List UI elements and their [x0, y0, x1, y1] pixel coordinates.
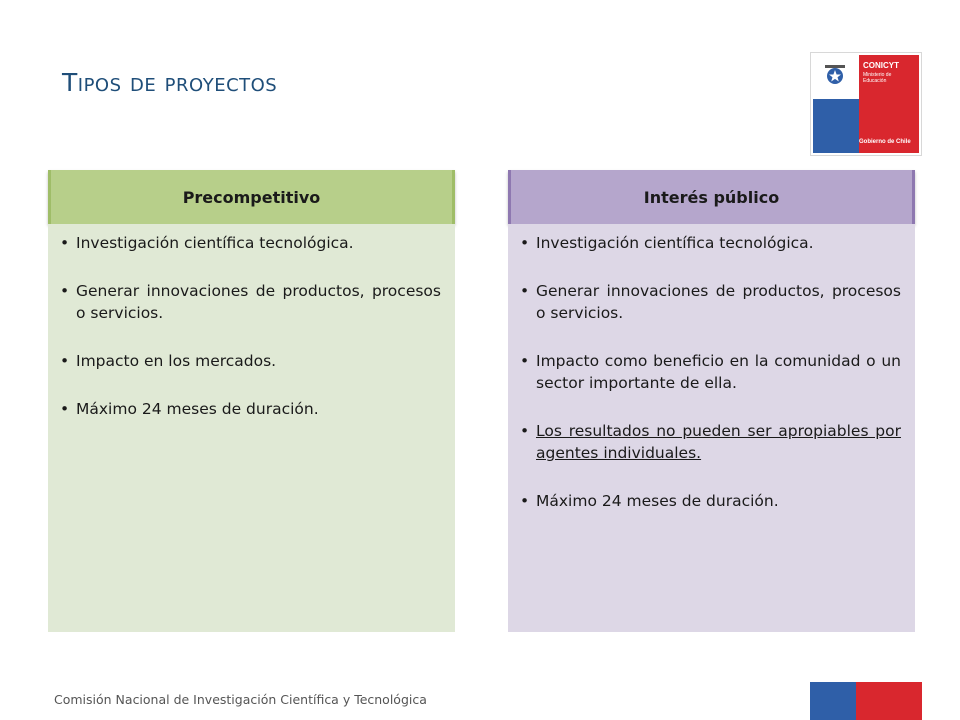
list-item: • Generar innovaciones de productos, procesos o servicios.	[60, 280, 441, 324]
list-item	[520, 420, 901, 464]
card-header: Interés público	[508, 170, 915, 224]
list-item: • Generar innovaciones de productos, procesos o servicios.	[520, 280, 901, 324]
card-header: Precompetitivo	[48, 170, 455, 224]
card-interes-publico	[508, 170, 915, 632]
list-item: • Impacto en los mercados.	[60, 350, 441, 372]
logo-government: Gobierno de Chile	[859, 139, 911, 145]
coat-of-arms-icon	[821, 61, 849, 89]
card-precompetitivo	[48, 170, 455, 632]
list-item: • Máximo 24 meses de duración.	[60, 398, 441, 420]
footer-text: Comisión Nacional de Investigación Científica y Tecnológica	[54, 692, 427, 707]
list-item: • Máximo 24 meses de duración.	[520, 490, 901, 512]
logo-brand: CONICYT	[863, 61, 899, 70]
card-body	[48, 224, 455, 632]
chile-flag-bar	[810, 682, 922, 720]
list-item: • Impacto como beneficio en la comunidad o un sector importante de ella.	[520, 350, 901, 394]
logo-ministry: Ministerio de Educación	[863, 72, 892, 84]
underlined-text: Los resultados no pueden ser apropiables por agentes individuales.	[536, 422, 901, 462]
card-body	[508, 224, 915, 632]
list-item: • Investigación científica tecnológica.	[520, 232, 901, 254]
conicyt-logo	[810, 52, 922, 156]
bullet-list	[520, 232, 901, 512]
slide-title: Tipos de proyectos	[62, 68, 278, 97]
list-item: • Investigación científica tecnológica.	[60, 232, 441, 254]
bullet-list	[60, 232, 441, 420]
